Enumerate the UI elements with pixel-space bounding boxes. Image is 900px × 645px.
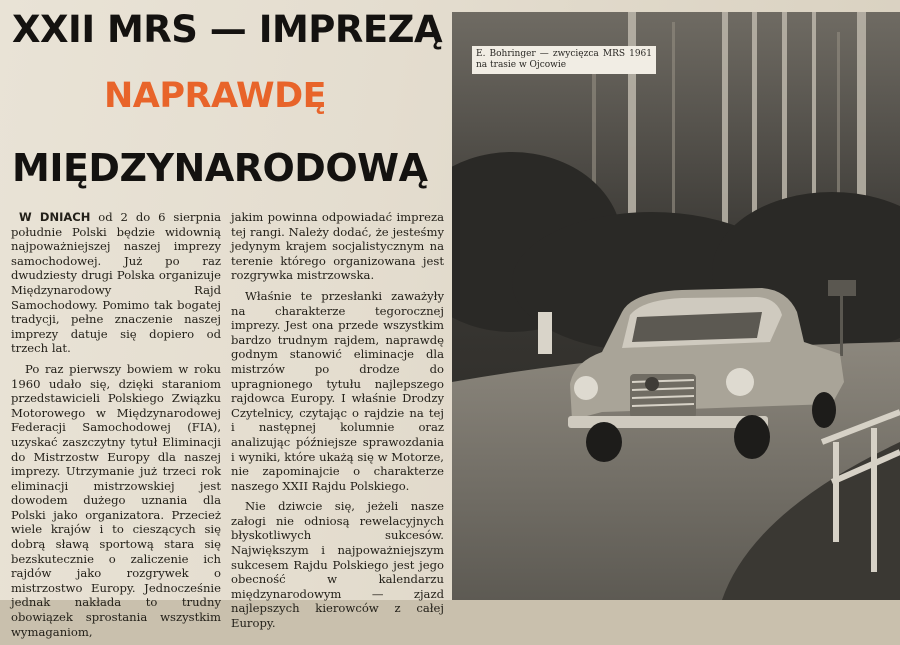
headline-line-3: MIĘDZYNARODOWĄ bbox=[12, 146, 428, 190]
article-paragraph: Po raz pierwszy bowiem w roku 1960 udało się, dzięki staraniom przedstawicieli Polskiego Związku Motorowego w Międzynarodowej Federacji Samochodowej (FIA), uzyskać zaszczytny tytuł Eliminacji do Mistrzostw Europy dla naszej imprezy. Utrzymanie już trzeci rok eliminacji mistrzowskiej jest dowodem dużego uznania dla Polski jako organizatora. Przecież wiele krajów i to cieszących się dobrą sławą sportową stara się bezskutecznie o zaliczenie ich rajdów jako rozgrywek o mistrzostwo Europy. Jednocześnie jednak nakłada to trudny obowiązek sprostania wszystkim wymaganiom, bbox=[11, 361, 221, 639]
lead-in-text: W DNIACH bbox=[19, 210, 91, 224]
article-paragraph: Nie dziwcie się, jeżeli nasze załogi nie odniosą rewelacyjnych błyskotliwych sukcesów. Największym i najpoważniejszym sukcesem Rajdu Polskiego jest jego obecność w kalendarzu międzynarodowym — zjazd najlepszych kierowców z całej Europy. bbox=[231, 499, 444, 631]
article-paragraph bbox=[11, 210, 221, 356]
article-paragraph: jakim powinna odpowiadać impreza tej rangi. Należy dodać, że jesteśmy jedynym krajem socjalistycznym na terenie którego organizowana jest rozgrywka mistrzowska. bbox=[231, 210, 444, 283]
rally-car-illustration bbox=[452, 12, 900, 600]
headline-line-2: NAPRAWDĘ bbox=[104, 76, 327, 116]
article-column-2 bbox=[231, 210, 444, 637]
rally-car-photo bbox=[452, 12, 900, 600]
headline-line-1: XXII MRS — IMPREZĄ bbox=[12, 8, 443, 51]
paragraph-text: od 2 do 6 sierpnia południe Polski będzie widownią najpoważniejszej naszej imprezy samochodowej. Już po raz dwudziesty drugi Polska organizuje Międzynarodowy Rajd Samochodowy. Pomimo tak bogatej tradycji, pełne znaczenie naszej imprezy datuje się dopiero od trzech lat. bbox=[11, 210, 221, 356]
article-paragraph: Właśnie te przesłanki zaważyły na charakterze tegorocznej imprezy. Jest ona przede wszystkim bardzo trudnym rajdem, naprawdę godnym stanowić eliminacje dla mistrzów po drodze do upragnionego tytułu najlepszego rajdowca Europy. I właśnie Drodzy Czytelnicy, czytając o rajdzie na tej i następnej kolumnie oraz analizując późniejsze sprawozdania i wyniki, które ukażą się w Motorze, nie zapominajcie o charakterze naszego XXII Rajdu Polskiego. bbox=[231, 288, 444, 493]
article-column-1 bbox=[11, 210, 221, 645]
photo-caption: E. Bohringer — zwycięzca MRS 1961 na trasie w Ojcowie bbox=[472, 46, 656, 74]
